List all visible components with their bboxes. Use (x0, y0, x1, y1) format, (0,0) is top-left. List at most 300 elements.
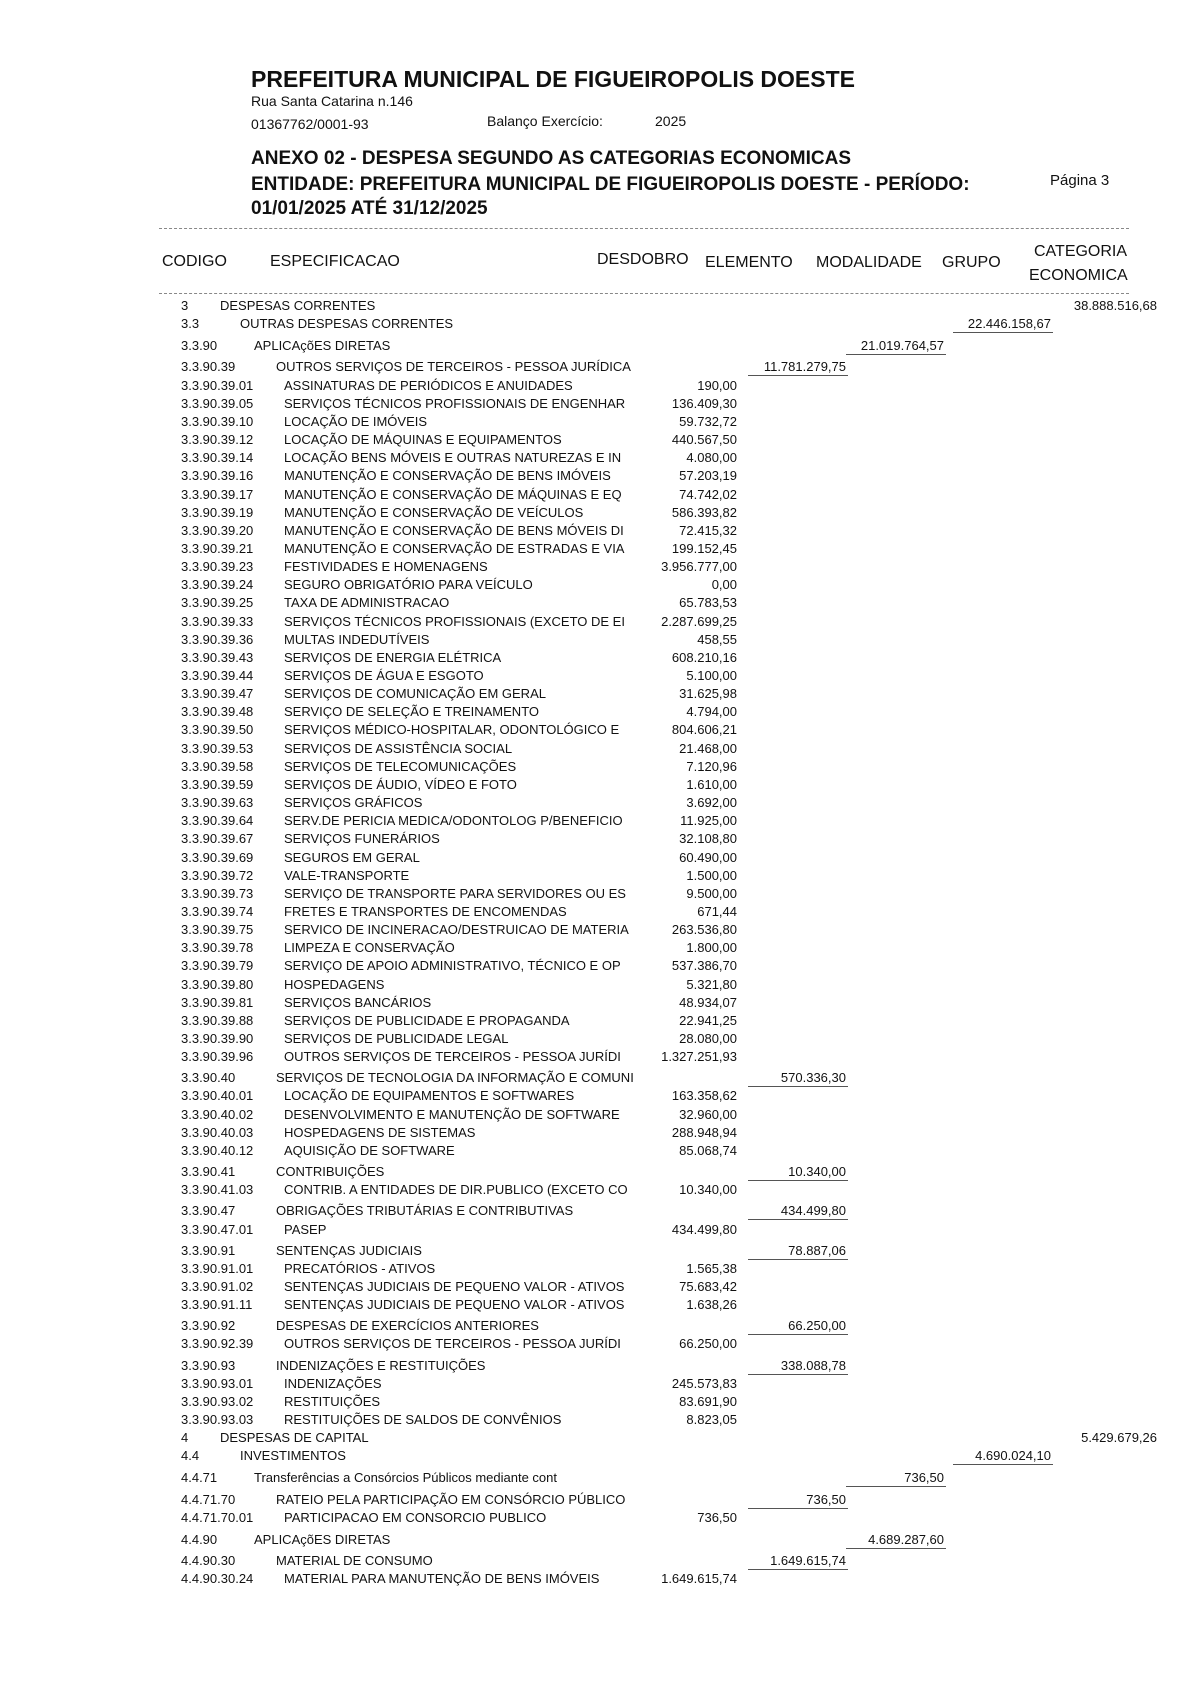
row-code: 3.3.90.39.96 (181, 1049, 254, 1065)
row-value: 804.606,21 (671, 722, 737, 738)
row-description: MATERIAL PARA MANUTENÇÃO DE BENS IMÓVEIS (284, 1571, 600, 1587)
row-value: 1.500,00 (686, 867, 737, 883)
row-description: Transferências a Consórcios Públicos mediante cont (254, 1470, 557, 1486)
table-row (0, 849, 1191, 866)
row-value: 1.565,38 (686, 1260, 737, 1276)
row-code: 3.3.90.93.03 (181, 1412, 254, 1427)
table-row (0, 1429, 1191, 1446)
row-code: 3.3.90.39.20 (181, 522, 254, 538)
table-row (0, 1278, 1191, 1295)
row-description: DESPESAS CORRENTES (220, 298, 376, 313)
row-code: 3.3.90.39.19 (181, 504, 254, 520)
table-row (0, 486, 1191, 503)
row-code: 4.4.90.30.24 (181, 1571, 254, 1587)
subtotal-rule (846, 354, 946, 355)
table-row (0, 1531, 1191, 1548)
table-row (0, 1393, 1191, 1410)
row-value: 736,50 (806, 1491, 846, 1507)
row-code: 4 (181, 1430, 189, 1446)
table-row (0, 576, 1191, 593)
subtotal-rule (846, 1548, 946, 1549)
row-description: CONTRIB. A ENTIDADES DE DIR.PUBLICO (EXCETO CO (284, 1182, 628, 1198)
row-value: 7.120,96 (686, 758, 737, 774)
table-row (0, 957, 1191, 974)
row-value: 57.203,19 (679, 468, 737, 484)
row-description: DESENVOLVIMENTO E MANUTENÇÃO DE SOFTWARE (284, 1106, 620, 1122)
row-code: 3.3.90.39.90 (181, 1031, 254, 1046)
row-value: 59.732,72 (679, 413, 737, 429)
row-code: 4.4.71 (181, 1470, 218, 1486)
row-value: 78.887,06 (788, 1242, 846, 1258)
row-code: 3.3.90.39.47 (181, 686, 254, 702)
row-description: FRETES E TRANSPORTES DE ENCOMENDAS (284, 903, 567, 919)
row-description: SERVIÇO DE SELEÇÃO E TREINAMENTO (284, 704, 540, 720)
table-row (0, 1069, 1191, 1086)
row-code: 4.4.71.70.01 (181, 1509, 254, 1525)
row-value: 83.691,90 (679, 1393, 737, 1409)
table-row (0, 667, 1191, 684)
row-description: HOSPEDAGENS DE SISTEMAS (284, 1124, 476, 1140)
row-description: RESTITUIÇÕES DE SALDOS DE CONVÊNIOS (284, 1412, 562, 1427)
row-value: 31.625,98 (679, 686, 737, 702)
table-row (0, 1317, 1191, 1334)
exercicio: 2025 (655, 113, 687, 129)
row-description: SERVIÇOS DE ASSISTÊNCIA SOCIAL (284, 740, 513, 756)
subtotal-rule (953, 332, 1053, 333)
row-code: 3.3.90.39.33 (181, 613, 254, 629)
row-description: SEGURO OBRIGATÓRIO PARA VEÍCULO (284, 577, 533, 593)
row-value: 570.336,30 (780, 1070, 846, 1086)
row-code: 3.3.90.39.10 (181, 413, 254, 429)
row-description: SERVIÇOS DE ÁUDIO, VÍDEO E FOTO (284, 776, 517, 792)
row-code: 3.3.90.39.72 (181, 867, 254, 883)
row-code: 3.3.90.91.02 (181, 1278, 254, 1294)
row-description: SERVIÇOS FUNERÁRIOS (284, 831, 440, 847)
row-code: 3.3.90.39.01 (181, 377, 254, 393)
row-value: 3.956.777,00 (661, 559, 737, 575)
row-code: 4.4.71.70 (181, 1491, 236, 1507)
row-code: 3.3.90.39.59 (181, 776, 254, 792)
row-value: 10.340,00 (788, 1164, 846, 1180)
table-row (0, 1242, 1191, 1259)
row-description: MANUTENÇÃO E CONSERVAÇÃO DE ESTRADAS E VIA (284, 540, 625, 556)
row-description: LOCAÇÃO DE IMÓVEIS (284, 413, 428, 429)
header-divider (159, 228, 1129, 229)
row-description: SEGUROS EM GERAL (284, 849, 420, 865)
row-code: 3.3.90 (181, 338, 218, 354)
entity-line1: ENTIDADE: PREFEITURA MUNICIPAL DE FIGUEIROPOLIS DOESTE - PERÍODO: (251, 174, 970, 195)
row-value: 22.446.158,67 (967, 316, 1051, 332)
row-code: 3.3.90.47 (181, 1203, 236, 1219)
row-value: 1.649.615,74 (770, 1553, 846, 1569)
row-code: 3.3.90.39.25 (181, 595, 254, 611)
row-description: SERVIÇOS DE TELECOMUNICAÇÕES (284, 758, 517, 774)
row-code: 3.3.90.39.44 (181, 668, 254, 683)
row-code: 3.3.90.39.58 (181, 758, 254, 774)
row-value: 2.287.699,25 (661, 613, 737, 629)
row-value: 8.823,05 (686, 1412, 737, 1427)
row-code: 3.3.90.39.36 (181, 631, 254, 647)
table-row (0, 558, 1191, 575)
row-code: 3.3.90.39.80 (181, 976, 254, 992)
row-description: PRECATÓRIOS - ATIVOS (284, 1260, 436, 1276)
row-description: LIMPEZA E CONSERVAÇÃO (284, 940, 455, 956)
col-modalidade: MODALIDADE (816, 254, 922, 271)
row-description: RESTITUIÇÕES (284, 1393, 381, 1409)
row-value: 48.934,07 (679, 994, 737, 1010)
table-row (0, 315, 1191, 332)
row-value: 586.393,82 (671, 504, 737, 520)
row-code: 3.3.90.39.48 (181, 704, 254, 720)
table-row (0, 631, 1191, 648)
row-code: 3.3.90.40.01 (181, 1088, 254, 1104)
row-description: OUTROS SERVIÇOS DE TERCEIROS - PESSOA JURÍDICA (276, 359, 631, 375)
table-row (0, 1375, 1191, 1392)
row-code: 3.3 (181, 316, 200, 332)
col-especificacao: ESPECIFICACAO (270, 253, 400, 270)
row-description: INVESTIMENTOS (240, 1448, 346, 1464)
row-value: 4.794,00 (686, 704, 737, 720)
row-code: 3.3.90.39.69 (181, 849, 254, 865)
table-row (0, 449, 1191, 466)
row-value: 537.386,70 (671, 958, 737, 974)
row-description: SENTENÇAS JUDICIAIS (276, 1242, 422, 1258)
row-code: 3.3.90.40.03 (181, 1124, 254, 1140)
row-description: SENTENÇAS JUDICIAIS DE PEQUENO VALOR - ATIVOS (284, 1297, 625, 1313)
row-value: 11.925,00 (680, 813, 737, 829)
row-value: 22.941,25 (679, 1012, 737, 1028)
table-row (0, 1570, 1191, 1587)
row-code: 3 (181, 298, 189, 313)
row-code: 3.3.90.39.12 (181, 432, 254, 448)
table-row (0, 921, 1191, 938)
table-row (0, 613, 1191, 630)
row-code: 4.4 (181, 1448, 200, 1464)
row-value: 66.250,00 (788, 1318, 846, 1334)
table-row (0, 1202, 1191, 1219)
table-row (0, 758, 1191, 775)
row-description: SERVIÇO DE TRANSPORTE PARA SERVIDORES OU ES (284, 885, 626, 901)
row-value: 9.500,00 (686, 885, 737, 901)
row-description: VALE-TRANSPORTE (284, 867, 410, 883)
row-value: 5.429.679,26 (1081, 1430, 1157, 1446)
row-description: SENTENÇAS JUDICIAIS DE PEQUENO VALOR - ATIVOS (284, 1278, 625, 1294)
row-code: 3.3.90.47.01 (181, 1221, 254, 1237)
row-code: 3.3.90.39.16 (181, 468, 254, 484)
row-description: MANUTENÇÃO E CONSERVAÇÃO DE BENS IMÓVEIS (284, 468, 611, 484)
row-value: 263.536,80 (671, 922, 737, 938)
row-description: SERVIÇOS MÉDICO-HOSPITALAR, ODONTOLÓGICO E (284, 722, 620, 738)
row-code: 3.3.90.93 (181, 1357, 236, 1373)
table-row (0, 467, 1191, 484)
row-code: 3.3.90.40.12 (181, 1142, 254, 1158)
table-row (0, 540, 1191, 557)
row-description: MANUTENÇÃO E CONSERVAÇÃO DE BENS MÓVEIS DI (284, 522, 624, 538)
row-value: 4.080,00 (686, 450, 737, 466)
table-row (0, 1124, 1191, 1141)
address: Rua Santa Catarina n.146 (251, 93, 413, 109)
row-description: DESPESAS DE EXERCÍCIOS ANTERIORES (276, 1318, 539, 1334)
table-row (0, 939, 1191, 956)
row-value: 10.340,00 (679, 1182, 737, 1198)
row-value: 72.415,32 (679, 522, 737, 538)
table-row (0, 1048, 1191, 1065)
row-description: SERVIÇOS TÉCNICOS PROFISSIONAIS (EXCETO DE EI (284, 613, 625, 629)
row-description: ASSINATURAS DE PERIÓDICOS E ANUIDADES (284, 377, 573, 393)
col-codigo: CODIGO (162, 253, 227, 270)
row-code: 3.3.90.39.14 (181, 450, 254, 466)
row-description: RATEIO PELA PARTICIPAÇÃO EM CONSÓRCIO PÚBLICO (276, 1491, 626, 1507)
row-description: SERVIÇOS DE ENERGIA ELÉTRICA (284, 649, 502, 665)
row-code: 3.3.90.39.21 (181, 540, 254, 556)
row-value: 32.108,80 (679, 831, 737, 847)
row-description: SERVIÇOS GRÁFICOS (284, 795, 423, 811)
row-code: 3.3.90.39.79 (181, 958, 254, 974)
row-description: LOCAÇÃO BENS MÓVEIS E OUTRAS NATUREZAS E IN (284, 450, 622, 466)
row-value: 4.689.287,60 (868, 1531, 944, 1547)
row-code: 3.3.90.91.11 (181, 1297, 253, 1313)
subtotal-rule (846, 1486, 946, 1487)
row-value: 1.327.251,93 (661, 1049, 737, 1065)
row-description: SERVIÇOS DE PUBLICIDADE E PROPAGANDA (284, 1012, 570, 1028)
row-value: 245.573,83 (671, 1375, 737, 1391)
table-row (0, 1411, 1191, 1428)
row-description: INDENIZAÇÕES (284, 1375, 382, 1391)
row-code: 3.3.90.41.03 (181, 1182, 254, 1198)
row-code: 3.3.90.39.64 (181, 813, 254, 829)
table-row (0, 1509, 1191, 1526)
row-description: MULTAS INDEDUTÍVEIS (284, 631, 430, 647)
table-row (0, 903, 1191, 920)
row-code: 3.3.90.39.53 (181, 740, 254, 756)
row-description: PARTICIPACAO EM CONSORCIO PUBLICO (284, 1509, 547, 1525)
row-code: 3.3.90.39 (181, 359, 236, 375)
table-row (0, 1163, 1191, 1180)
row-code: 3.3.90.39.17 (181, 486, 254, 502)
table-row (0, 812, 1191, 829)
table-row (0, 395, 1191, 412)
table-row (0, 504, 1191, 521)
table-row (0, 1030, 1191, 1047)
row-value: 74.742,02 (679, 486, 737, 502)
cnpj: 01367762/0001-93 (251, 116, 369, 132)
table-row (0, 976, 1191, 993)
row-code: 3.3.90.91 (181, 1242, 236, 1258)
row-description: INDENIZAÇÕES E RESTITUIÇÕES (276, 1357, 486, 1373)
row-code: 3.3.90.39.73 (181, 885, 254, 901)
row-code: 3.3.90.91.01 (181, 1260, 254, 1276)
table-row (0, 1296, 1191, 1313)
table-row (0, 1491, 1191, 1508)
page-number: Página 3 (1050, 172, 1110, 189)
table-row (0, 1469, 1191, 1486)
row-value: 32.960,00 (679, 1106, 737, 1122)
row-code: 3.3.90.39.63 (181, 795, 254, 811)
row-code: 3.3.90.41 (181, 1164, 236, 1180)
col-categoria: CATEGORIA (1034, 243, 1128, 260)
row-code: 3.3.90.40 (181, 1070, 236, 1086)
row-description: SERVIÇOS BANCÁRIOS (284, 994, 432, 1010)
row-code: 3.3.90.40.02 (181, 1106, 254, 1122)
row-value: 1.610,00 (686, 776, 737, 792)
row-value: 21.019.764,57 (860, 338, 944, 354)
row-description: SERVIÇOS DE ÁGUA E ESGOTO (284, 668, 484, 683)
row-value: 434.499,80 (671, 1221, 737, 1237)
entity-line2: 01/01/2025 ATÉ 31/12/2025 (251, 198, 488, 219)
row-code: 3.3.90.93.02 (181, 1393, 254, 1409)
row-code: 3.3.90.39.81 (181, 994, 254, 1010)
row-description: MATERIAL DE CONSUMO (276, 1553, 433, 1569)
row-description: SERVIÇOS DE TECNOLOGIA DA INFORMAÇÃO E COMUNI (276, 1070, 634, 1086)
row-code: 3.3.90.39.05 (181, 395, 254, 411)
row-code: 3.3.90.39.75 (181, 922, 254, 938)
row-code: 3.3.90.39.50 (181, 722, 254, 738)
table-row (0, 867, 1191, 884)
table-row (0, 1142, 1191, 1159)
row-value: 28.080,00 (679, 1031, 737, 1046)
table-row (0, 1012, 1191, 1029)
row-code: 4.4.90 (181, 1531, 218, 1547)
col-desdobro: DESDOBRO (597, 251, 689, 268)
row-value: 608.210,16 (671, 649, 737, 665)
row-value: 85.068,74 (679, 1142, 737, 1158)
row-value: 199.152,45 (671, 540, 737, 556)
row-value: 671,44 (697, 903, 737, 919)
table-row (0, 337, 1191, 354)
row-value: 190,00 (697, 377, 737, 393)
row-code: 3.3.90.92 (181, 1318, 236, 1334)
row-value: 66.250,00 (679, 1336, 737, 1352)
row-value: 163.358,62 (671, 1088, 737, 1104)
row-description: OUTROS SERVIÇOS DE TERCEIROS - PESSOA JURÍDI (284, 1049, 621, 1065)
row-value: 5.321,80 (686, 976, 737, 992)
table-row (0, 1335, 1191, 1352)
row-description: SERVIÇOS TÉCNICOS PROFISSIONAIS DE ENGENHAR (284, 395, 626, 411)
table-row (0, 1106, 1191, 1123)
row-description: OUTRAS DESPESAS CORRENTES (240, 316, 454, 332)
row-value: 3.692,00 (686, 795, 737, 811)
row-value: 5.100,00 (686, 668, 737, 683)
row-description: MANUTENÇÃO E CONSERVAÇÃO DE MÁQUINAS E EQ (284, 486, 622, 502)
row-value: 11.781.279,75 (763, 359, 846, 375)
table-row (0, 649, 1191, 666)
row-value: 440.567,50 (671, 432, 737, 448)
row-description: PASEP (284, 1221, 327, 1237)
row-code: 3.3.90.39.67 (181, 831, 254, 847)
row-value: 1.800,00 (686, 940, 737, 956)
row-value: 65.783,53 (679, 595, 737, 611)
row-value: 0,00 (711, 577, 737, 593)
table-row (0, 358, 1191, 375)
row-code: 3.3.90.39.74 (181, 903, 254, 919)
row-code: 3.3.90.39.24 (181, 577, 254, 593)
table-row (0, 994, 1191, 1011)
row-value: 38.888.516,68 (1073, 298, 1157, 313)
table-row (0, 297, 1191, 314)
row-description: DESPESAS DE CAPITAL (220, 1430, 369, 1446)
table-row (0, 1357, 1191, 1374)
row-description: APLICAçõES DIRETAS (254, 338, 391, 354)
row-value: 736,50 (904, 1470, 944, 1486)
table-row (0, 522, 1191, 539)
columns-divider (159, 293, 1129, 294)
row-description: SERVIÇO DE APOIO ADMINISTRATIVO, TÉCNICO E OP (284, 958, 621, 974)
row-description: APLICAçõES DIRETAS (254, 1531, 391, 1547)
row-description: LOCAÇÃO DE EQUIPAMENTOS E SOFTWARES (284, 1088, 575, 1104)
table-row (0, 431, 1191, 448)
table-row (0, 1087, 1191, 1104)
row-code: 3.3.90.92.39 (181, 1336, 254, 1352)
table-row (0, 1181, 1191, 1198)
row-description: SERVIÇOS DE COMUNICAÇÃO EM GERAL (284, 686, 546, 702)
page-title: PREFEITURA MUNICIPAL DE FIGUEIROPOLIS DOESTE (251, 66, 856, 92)
subtotal-rule (953, 1464, 1053, 1465)
table-row (0, 377, 1191, 394)
row-description: CONTRIBUIÇÕES (276, 1164, 385, 1180)
balanco-label: Balanço Exercício: (487, 113, 603, 129)
row-value: 4.690.024,10 (975, 1448, 1051, 1464)
row-value: 736,50 (697, 1509, 737, 1525)
row-value: 75.683,42 (679, 1278, 737, 1294)
table-row (0, 1552, 1191, 1569)
row-description: SERVIÇOS DE PUBLICIDADE LEGAL (284, 1031, 509, 1046)
row-code: 4.4.90.30 (181, 1553, 236, 1569)
row-description: HOSPEDAGENS (284, 976, 385, 992)
row-description: SERV.DE PERICIA MEDICA/ODONTOLOG P/BENEFICIO (284, 813, 623, 829)
row-value: 434.499,80 (780, 1203, 846, 1219)
table-row (0, 413, 1191, 430)
col-elemento: ELEMENTO (705, 254, 793, 271)
table-row (0, 885, 1191, 902)
row-value: 21.468,00 (679, 740, 737, 756)
row-description: TAXA DE ADMINISTRACAO (284, 595, 450, 611)
row-value: 136.409,30 (671, 395, 737, 411)
table-row (0, 1260, 1191, 1277)
table-row (0, 594, 1191, 611)
annex-title: ANEXO 02 - DESPESA SEGUNDO AS CATEGORIAS ECONOMICAS (251, 148, 851, 169)
row-description: LOCAÇÃO DE MÁQUINAS E EQUIPAMENTOS (284, 432, 562, 448)
row-value: 338.088,78 (780, 1357, 846, 1373)
row-value: 1.649.615,74 (661, 1571, 737, 1587)
table-row (0, 1221, 1191, 1238)
table-row (0, 776, 1191, 793)
col-grupo: GRUPO (942, 254, 1001, 271)
row-description: FESTIVIDADES E HOMENAGENS (284, 559, 488, 575)
row-value: 458,55 (697, 631, 737, 647)
row-code: 3.3.90.39.78 (181, 940, 254, 956)
row-code: 3.3.90.39.43 (181, 649, 254, 665)
table-row (0, 740, 1191, 757)
table-row (0, 830, 1191, 847)
row-description: AQUISIÇÃO DE SOFTWARE (284, 1142, 455, 1158)
row-description: MANUTENÇÃO E CONSERVAÇÃO DE VEÍCULOS (284, 504, 584, 520)
table-row (0, 721, 1191, 738)
table-row (0, 1447, 1191, 1464)
row-description: SERVICO DE INCINERACAO/DESTRUICAO DE MATERIA (284, 922, 629, 938)
row-code: 3.3.90.39.88 (181, 1012, 254, 1028)
table-row (0, 794, 1191, 811)
row-description: OUTROS SERVIÇOS DE TERCEIROS - PESSOA JURÍDI (284, 1336, 621, 1352)
col-economica: ECONOMICA (1029, 267, 1128, 284)
row-value: 60.490,00 (679, 849, 737, 865)
row-description: OBRIGAÇÕES TRIBUTÁRIAS E CONTRIBUTIVAS (276, 1203, 574, 1219)
row-code: 3.3.90.39.23 (181, 559, 254, 575)
row-value: 288.948,94 (671, 1124, 737, 1140)
table-row (0, 703, 1191, 720)
table-row (0, 685, 1191, 702)
row-value: 1.638,26 (686, 1297, 737, 1313)
row-code: 3.3.90.93.01 (181, 1375, 254, 1391)
